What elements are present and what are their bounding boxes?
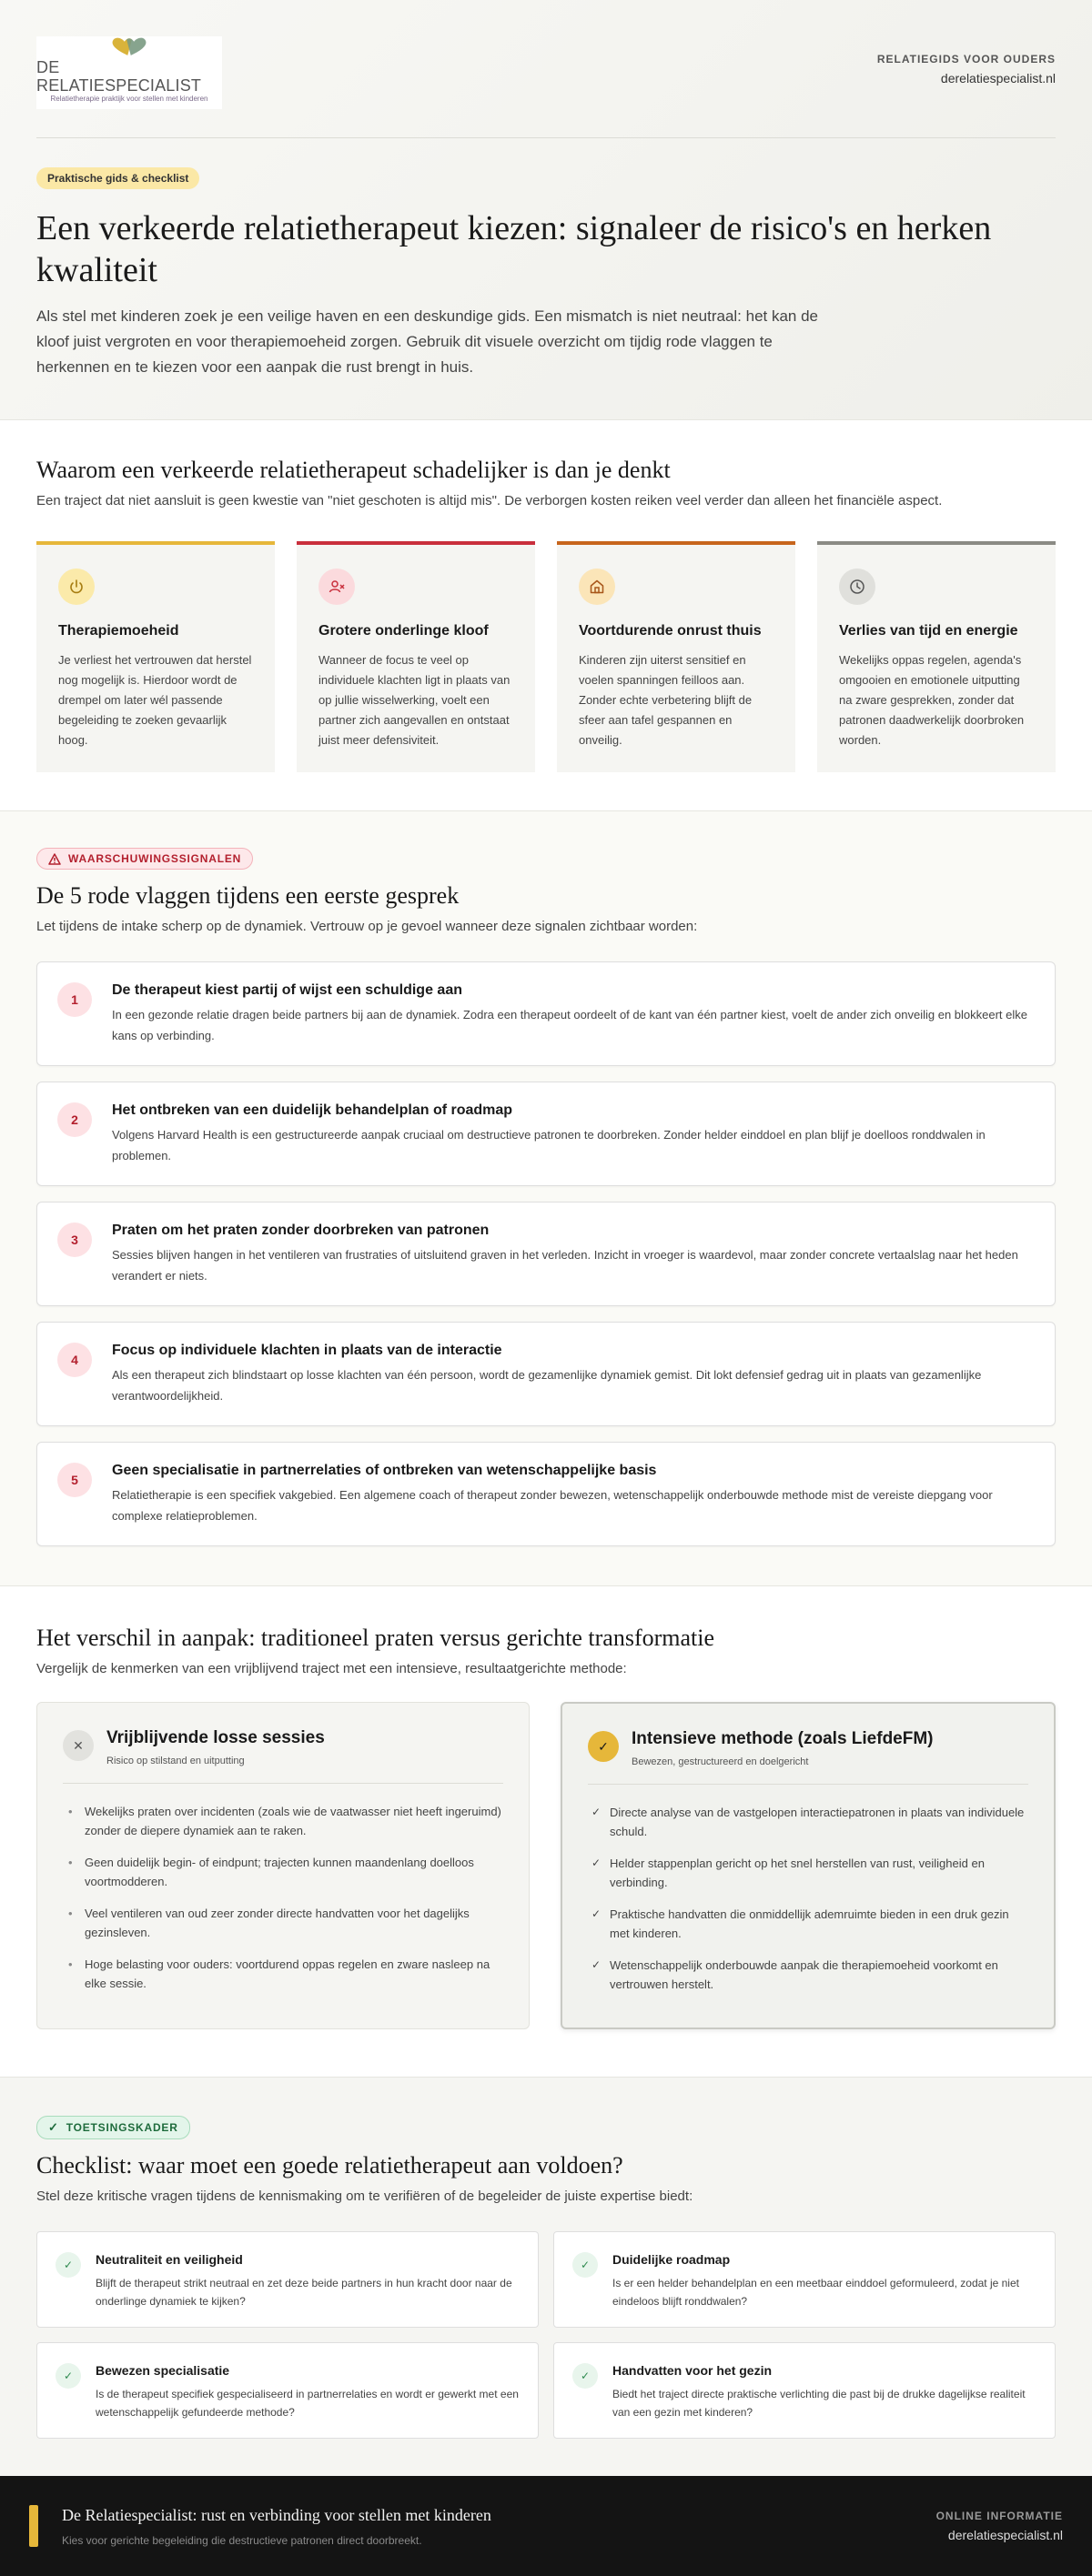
risk-card <box>297 541 535 772</box>
check-circle-icon: ✓ <box>572 2252 598 2278</box>
traditional-title: Vrijblijvende losse sessies <box>106 1728 325 1747</box>
flag-number: 3 <box>57 1223 92 1257</box>
checklist-item-text: Biedt het traject directe praktische verlichting die past bij de drukke dagelijkse realiteit van een gezin met kinderen? <box>612 2388 1026 2419</box>
why-title: Waarom een verkeerde relatietherapeut schadelijker is dan je denkt <box>36 457 671 483</box>
compare-title: Het verschil in aanpak: traditioneel praten versus gerichte transformatie <box>36 1625 715 1651</box>
list-item: • Wekelijks praten over incidenten (zoals wie de vaatwasser niet heeft ingeruimd) zonder de diepere dynamiek aan te raken. <box>63 1802 503 1840</box>
checklist-section <box>0 2078 1092 2476</box>
compare-section <box>0 1586 1092 2078</box>
traditional-list <box>63 1802 503 1993</box>
flag-text: Volgens Harvard Health is een gestructureerde aanpak cruciaal om destructieve patronen te doorbreken. Zonder helder einddoel en plan blijf je doelloos ronddwalen in problemen. <box>112 1128 986 1162</box>
checklist-item <box>553 2231 1056 2328</box>
logo-subtitle: Relatietherapie praktijk voor stellen met kinderen <box>50 95 208 103</box>
flag-body <box>112 1463 1035 1545</box>
flag-title: Geen specialisatie in partnerrelaties of ontbreken van wetenschappelijke basis <box>112 1463 657 1478</box>
red-flag-item <box>36 1442 1056 1546</box>
traditional-subtitle: Risico op stilstand en uitputting <box>106 1756 245 1766</box>
intensive-subtitle: Bewezen, gestructureerd en doelgericht <box>632 1756 809 1767</box>
intensive-approach-panel <box>561 1702 1056 2029</box>
risk-card-text: Je verliest het vertrouwen dat herstel nog mogelijk is. Hierdoor wordt de drempel om later wél passende begeleiding te zoeken gevaarlijk hoog. <box>58 653 252 747</box>
checklist-item-text: Is de therapeut specifiek gespecialiseerd in partnerrelaties en wordt er gewerkt met een wetenschappelijk gefundeerde methode? <box>96 2388 519 2419</box>
close-icon: ✕ <box>63 1730 94 1761</box>
check-icon: ✓ <box>588 1731 619 1762</box>
red-flag-item <box>36 961 1056 1066</box>
intensive-list <box>588 1803 1028 1994</box>
flag-text: In een gezonde relatie dragen beide partners bij aan de dynamiek. Zodra een therapeut oordeelt of de kant van één partner kiest, voelt de ander zich onveilig en blokkeert elke kans op verbinding. <box>112 1008 1027 1042</box>
footer-title: De Relatiespecialist: rust en verbinding voor stellen met kinderen <box>62 2505 491 2524</box>
flag-text: Als een therapeut zich blindstaart op losse klachten van één persoon, wordt de gezamenlijke dynamiek gemist. Dit lokt defensief gedrag uit in plaats van gezamenlijke verantwoordelijkheid. <box>112 1368 982 1403</box>
risk-card-title: Therapiemoeheid <box>58 623 179 639</box>
checklist-lead: Stel deze kritische vragen tijdens de kennismaking om te verifiëren of de begeleider de juiste expertise biedt: <box>36 2189 693 2204</box>
checklist-item-title: Neutraliteit en veiligheid <box>96 2252 243 2267</box>
header-kicker: RELATIEGIDS VOOR OUDERS <box>876 53 1056 65</box>
checklist-item-text: Blijft de therapeut strikt neutraal en zet deze beide partners in hun kracht door naar de onderlinge dynamiek te kijken? <box>96 2277 512 2308</box>
power-icon <box>58 569 95 605</box>
hearts-logo-icon <box>90 36 168 56</box>
footer-site-link[interactable]: derelatiespecialist.nl <box>947 2528 1063 2542</box>
flag-number: 5 <box>57 1463 92 1497</box>
checklist-item <box>553 2342 1056 2439</box>
flag-title: Het ontbreken van een duidelijk behandelplan of roadmap <box>112 1102 513 1118</box>
footer-kicker: ONLINE INFORMATIE <box>935 2510 1063 2522</box>
list-item: ✓ Directe analyse van de vastgelopen interactiepatronen in plaats van individuele schuld. <box>588 1803 1028 1841</box>
hero-section <box>0 0 1092 420</box>
checklist-item-title: Duidelijke roadmap <box>612 2252 731 2267</box>
flag-body <box>112 1343 1035 1425</box>
check-circle-icon: ✓ <box>56 2252 81 2278</box>
checklist-item <box>36 2231 539 2328</box>
clock-icon <box>839 569 875 605</box>
checklist-body <box>96 2363 520 2418</box>
flag-text: Relatietherapie is een specifiek vakgebied. Een algemene coach of therapeut zonder bewezen, wetenschappelijk onderbouwde methode mist de vereiste diepgang voor complexe relatieproblemen. <box>112 1488 993 1523</box>
compare-lead: Vergelijk de kenmerken van een vrijblijvend traject met een intensieve, resultaatgerichte methode: <box>36 1661 627 1676</box>
risk-card <box>817 541 1056 772</box>
why-section <box>0 420 1092 811</box>
hero-intro: Als stel met kinderen zoek je een veilige haven en een deskundige gids. Een mismatch is niet neutraal: het kan de kloof juist vergroten en voor therapiemoeheid zorgen. Gebruik dit visuele overzicht om tijdig rode vlaggen te herkennen en te kiezen voor een aanpak die rust brengt in huis. <box>36 307 819 376</box>
list-item: • Veel ventileren van oud zeer zonder directe handvatten voor het dagelijks gezinsleven. <box>63 1904 503 1942</box>
list-item: • Hoge belasting voor ouders: voortdurend oppas regelen en zware nasleep na elke sessie. <box>63 1955 503 1993</box>
header-site-link[interactable]: derelatiespecialist.nl <box>940 71 1056 86</box>
risk-card-text: Wanneer de focus te veel op individuele klachten ligt in plaats van op jullie wisselwerking, voelt een partner zich aangevallen en ontstaat juist meer defensiviteit. <box>318 653 511 747</box>
checklist-title: Checklist: waar moet een goede relatietherapeut aan voldoen? <box>36 2152 623 2179</box>
hero-badge: Praktische gids & checklist <box>36 167 199 189</box>
list-item: • Geen duidelijk begin- of eindpunt; trajecten kunnen maandenlang doelloos voortmodderen. <box>63 1853 503 1891</box>
warning-triangle-icon <box>48 853 61 865</box>
footer-subtitle: Kies voor gerichte begeleiding die destructieve patronen direct doorbreekt. <box>62 2533 422 2547</box>
check-circle-icon: ✓ <box>56 2363 81 2389</box>
header-meta <box>877 36 1056 86</box>
risk-card-title: Grotere onderlinge kloof <box>318 623 489 639</box>
flag-body <box>112 1102 1035 1185</box>
red-flag-item <box>36 1202 1056 1306</box>
red-flag-list <box>36 961 1056 1546</box>
checklist-body <box>612 2363 1036 2418</box>
red-flags-section <box>0 811 1092 1586</box>
flag-number: 2 <box>57 1102 92 1137</box>
flags-lead: Let tijdens de intake scherp op de dynamiek. Vertrouw op je gevoel wanneer deze signalen zichtbaar worden: <box>36 919 698 934</box>
risk-card-title: Voortdurende onrust thuis <box>579 623 762 639</box>
flag-text: Sessies blijven hangen in het ventileren van frustraties of uitsluitend graven in het verleden. Inzicht in vroeger is waardevol, maar zonder concrete vertaalslag naar het heden verandert er niets. <box>112 1248 1018 1283</box>
page-title: Een verkeerde relatietherapeut kiezen: signaleer de risico's en herken kwaliteit <box>36 209 992 289</box>
risk-cards <box>36 541 1056 772</box>
checklist-body <box>96 2252 520 2307</box>
flag-title: Focus op individuele klachten in plaats van de interactie <box>112 1343 502 1358</box>
list-item: ✓ Helder stappenplan gericht op het snel herstellen van rust, veiligheid en verbinding. <box>588 1854 1028 1892</box>
risk-card-text: Wekelijks oppas regelen, agenda's omgooien en emotionele uitputting na zware gesprekken, zonder dat patronen daadwerkelijk doorbroken worden. <box>839 653 1025 747</box>
home-icon <box>579 569 615 605</box>
checklist-item-title: Bewezen specialisatie <box>96 2363 230 2378</box>
traditional-approach-panel <box>36 1702 530 2029</box>
risk-card <box>36 541 275 772</box>
top-bar <box>36 0 1056 138</box>
check-circle-icon: ✓ <box>572 2363 598 2389</box>
warning-badge-label: WAARSCHUWINGSSIGNALEN <box>68 852 242 865</box>
footer <box>0 2476 1092 2576</box>
checklist-item-title: Handvatten voor het gezin <box>612 2363 773 2378</box>
intensive-title: Intensieve methode (zoals LiefdeFM) <box>632 1729 934 1748</box>
red-flag-item <box>36 1082 1056 1186</box>
flag-title: Praten om het praten zonder doorbreken van patronen <box>112 1223 490 1238</box>
checklist-body <box>612 2252 1036 2307</box>
badge-check-icon: ✓ <box>48 2120 59 2134</box>
why-lead: Een traject dat niet aansluit is geen kwestie van "niet geschoten is altijd mis". De verborgen kosten reiken veel verder dan alleen het financiële aspect. <box>36 493 943 508</box>
flag-number: 4 <box>57 1343 92 1377</box>
checklist-item <box>36 2342 539 2439</box>
logo[interactable] <box>36 36 222 109</box>
risk-card-text: Kinderen zijn uiterst sensitief en voelen spanningen feilloos aan. Zonder echte verbetering blijft de sfeer aan tafel gespannen en onveilig. <box>579 653 753 747</box>
warning-badge <box>36 848 253 870</box>
flag-number: 1 <box>57 982 92 1017</box>
list-item: ✓ Praktische handvatten die onmiddellijk ademruimte bieden in een druk gezin met kinderen. <box>588 1905 1028 1943</box>
logo-title: DE RELATIESPECIALIST <box>36 58 202 95</box>
framework-badge-label: TOETSINGSKADER <box>66 2121 178 2134</box>
flags-title: De 5 rode vlaggen tijdens een eerste gesprek <box>36 882 460 909</box>
checklist-grid <box>36 2231 1056 2439</box>
checklist-item-text: Is er een helder behandelplan en een meetbaar einddoel geformuleerd, zodat je niet eindeloos blijft ronddwalen? <box>612 2277 1019 2308</box>
flag-title: De therapeut kiest partij of wijst een schuldige aan <box>112 982 462 998</box>
footer-accent-bar <box>29 2505 38 2547</box>
user-remove-icon <box>318 569 355 605</box>
list-item: ✓ Wetenschappelijk onderbouwde aanpak die therapiemoeheid voorkomt en vertrouwen herstelt. <box>588 1956 1028 1994</box>
framework-badge <box>36 2116 190 2139</box>
red-flag-item <box>36 1322 1056 1426</box>
risk-card <box>557 541 795 772</box>
risk-card-title: Verlies van tijd en energie <box>839 623 1018 639</box>
flag-body <box>112 1223 1035 1305</box>
flag-body <box>112 982 1035 1065</box>
